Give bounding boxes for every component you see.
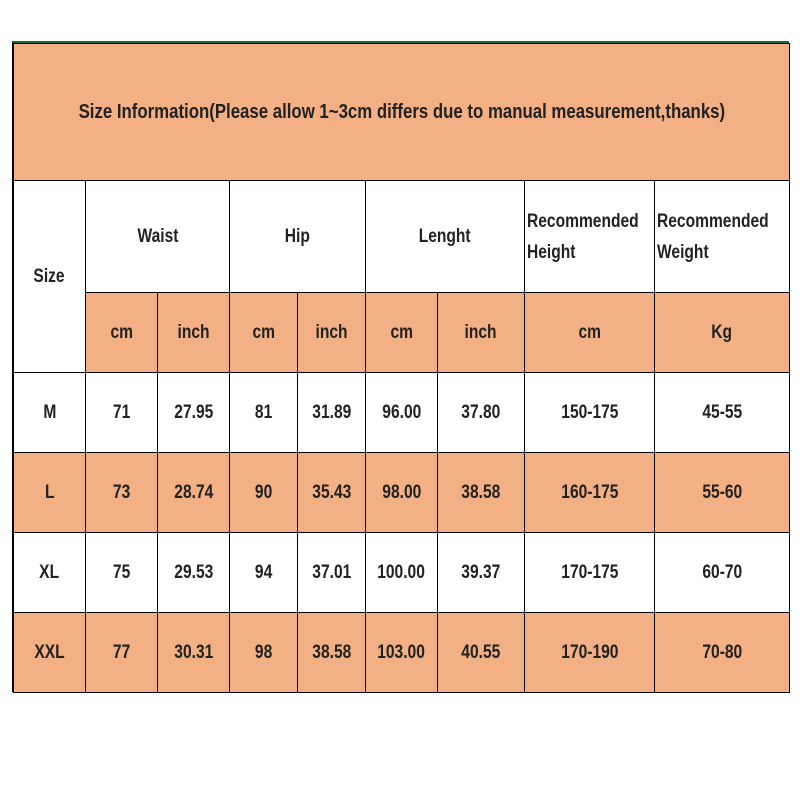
header-size: Size: [14, 181, 86, 373]
unit-waist-cm: cm: [86, 293, 158, 373]
table-row: [14, 373, 790, 453]
size-table: [13, 43, 790, 693]
cell-waist-inch: 30.31: [158, 613, 230, 693]
header-rec-weight-line2: Weight: [657, 241, 709, 263]
cell-weight: 60-70: [655, 533, 790, 613]
cell-waist-inch: 28.74: [158, 453, 230, 533]
cell-hip-inch: 35.43: [298, 453, 366, 533]
unit-length-cm: cm: [366, 293, 438, 373]
cell-waist-inch: 29.53: [158, 533, 230, 613]
unit-waist-inch: inch: [158, 293, 230, 373]
cell-length-inch: 37.80: [438, 373, 525, 453]
cell-hip-inch: 37.01: [298, 533, 366, 613]
header-waist: Waist: [86, 181, 230, 293]
cell-height: 170-190: [525, 613, 655, 693]
cell-hip-cm: 98: [230, 613, 298, 693]
title-text: Size Information(Please allow 1~3cm differs due to manual measurement,thanks): [78, 100, 725, 123]
table-row: [14, 453, 790, 533]
header-hip: Hip: [230, 181, 366, 293]
cell-length-cm: 96.00: [366, 373, 438, 453]
cell-length-inch: 40.55: [438, 613, 525, 693]
cell-length-inch: 38.58: [438, 453, 525, 533]
table-row: [14, 533, 790, 613]
unit-hip-cm: cm: [230, 293, 298, 373]
cell-size: M: [14, 373, 86, 453]
cell-length-cm: 103.00: [366, 613, 438, 693]
cell-weight: 45-55: [655, 373, 790, 453]
cell-hip-inch: 38.58: [298, 613, 366, 693]
cell-hip-inch: 31.89: [298, 373, 366, 453]
cell-hip-cm: 90: [230, 453, 298, 533]
cell-waist-cm: 71: [86, 373, 158, 453]
units-row: [14, 293, 790, 373]
cell-height: 170-175: [525, 533, 655, 613]
table-row: [14, 613, 790, 693]
cell-length-cm: 98.00: [366, 453, 438, 533]
cell-height: 150-175: [525, 373, 655, 453]
header-recommended-height: [525, 181, 655, 293]
unit-hip-inch: inch: [298, 293, 366, 373]
header-rec-height-line2: Height: [527, 241, 576, 263]
cell-size: XXL: [14, 613, 86, 693]
unit-height: cm: [525, 293, 655, 373]
header-rec-weight-line1: Recommended: [657, 210, 769, 232]
cell-waist-inch: 27.95: [158, 373, 230, 453]
table-title: [14, 44, 790, 181]
cell-waist-cm: 77: [86, 613, 158, 693]
cell-size: L: [14, 453, 86, 533]
header-rec-height-line1: Recommended: [527, 210, 639, 232]
cell-weight: 70-80: [655, 613, 790, 693]
cell-hip-cm: 94: [230, 533, 298, 613]
header-recommended-weight: [655, 181, 790, 293]
cell-hip-cm: 81: [230, 373, 298, 453]
size-chart: [12, 41, 789, 692]
cell-height: 160-175: [525, 453, 655, 533]
cell-weight: 55-60: [655, 453, 790, 533]
cell-waist-cm: 75: [86, 533, 158, 613]
cell-waist-cm: 73: [86, 453, 158, 533]
cell-size: XL: [14, 533, 86, 613]
cell-length-cm: 100.00: [366, 533, 438, 613]
unit-weight: Kg: [655, 293, 790, 373]
cell-length-inch: 39.37: [438, 533, 525, 613]
unit-length-inch: inch: [438, 293, 525, 373]
header-length: Lenght: [366, 181, 525, 293]
